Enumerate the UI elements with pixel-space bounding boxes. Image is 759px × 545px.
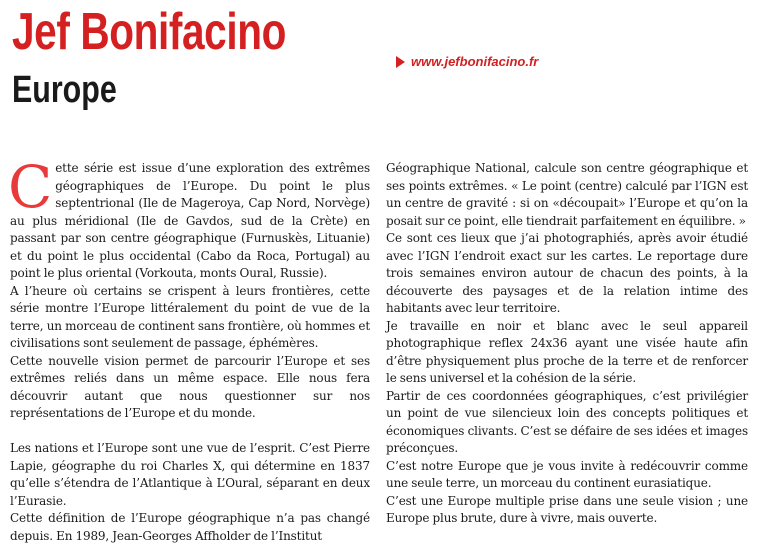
article-column-right xyxy=(386,160,748,528)
paragraph: Partir de ces coordonnées géographiques, c’est privilégier un point de vue silencieux loin des concepts politiques et économiques clivants. C’est se défaire de ses idées et images préconçues. xyxy=(386,388,748,455)
page-title: Europe xyxy=(12,69,117,111)
paragraph: A l’heure où certains se crispent à leurs frontières, cette série montre l’Europe littéralement du point de vue de la terre, un morceau de continent sans frontière, où hommes et civilisations sont seulement de passage, éphémères. xyxy=(10,283,370,350)
author-name: Jef Bonifacino xyxy=(12,3,286,61)
paragraph: Les nations et l’Europe sont une vue de l’esprit. C’est Pierre Lapie, géographe du roi Charles X, qui détermine en 1837 qu’elle s’étendra de l’Atlantique à L’Oural, séparant en deux l’Eurasie. xyxy=(10,441,370,508)
paragraph xyxy=(8,153,370,283)
paragraph: Je travaille en noir et blanc avec le seul appareil photographique reflex 24x36 ayant une visée haute afin d’être physiquement plus proche de la terre et de renforcer le sens universel et la cohésion de la série. xyxy=(386,318,748,385)
website-link[interactable] xyxy=(396,54,538,69)
paragraph-text: ette série est issue d’une exploration des extrêmes géographiques de l’Europe. Du point le plus septentrional (Ile de Mageroya, Cap Nord, Norvège) au plus méridional (Ile de Gavdos, sud de la Crète) en passant par son centre géographique (Furnuskès, Lituanie) et du point le plus occidental (Cabo da Roca, Portugal) au point le plus oriental (Vorkouta, monts Oural, Russie). xyxy=(10,161,370,280)
paragraph: Cette nouvelle vision permet de parcourir l’Europe et ses extrêmes reliés dans un même espace. Elle nous fera découvrir autant que nous questionner sur nos représentations de l’Europe et du monde. xyxy=(10,353,370,420)
website-url: www.jefbonifacino.fr xyxy=(411,54,539,69)
paragraph: Cette définition de l’Europe géographique n’a pas changé depuis. En 1989, Jean-Georges Affholder de l’Institut xyxy=(10,511,370,543)
paragraph: C’est notre Europe que je vous invite à redécouvrir comme une seule terre, un morceau du continent eurasiatique. xyxy=(386,458,748,490)
header xyxy=(12,2,363,111)
paragraph: Géographique National, calcule son centre géographique et ses points extrêmes. « Le point (centre) calculé par l’IGN est un centre de gravité : si on «découpait» l’Europe et qu’on la posait sur ce point, elle tiendrait parfaitement en équilibre. » xyxy=(386,161,748,228)
drop-cap: C xyxy=(8,153,53,221)
arrow-right-icon xyxy=(396,56,405,68)
article-column-left xyxy=(8,153,370,545)
paragraph: C’est une Europe multiple prise dans une seule vision ; une Europe plus brute, dure à vivre, mais ouverte. xyxy=(386,493,748,525)
paragraph: Ce sont ces lieux que j’ai photographiés, après avoir étudié avec l’IGN l’endroit exact sur les cartes. Le reportage dure trois semaines environ autour de chacun des points, à la découverte des paysages et de la relation intime des habitants avec leur territoire. xyxy=(386,231,748,315)
